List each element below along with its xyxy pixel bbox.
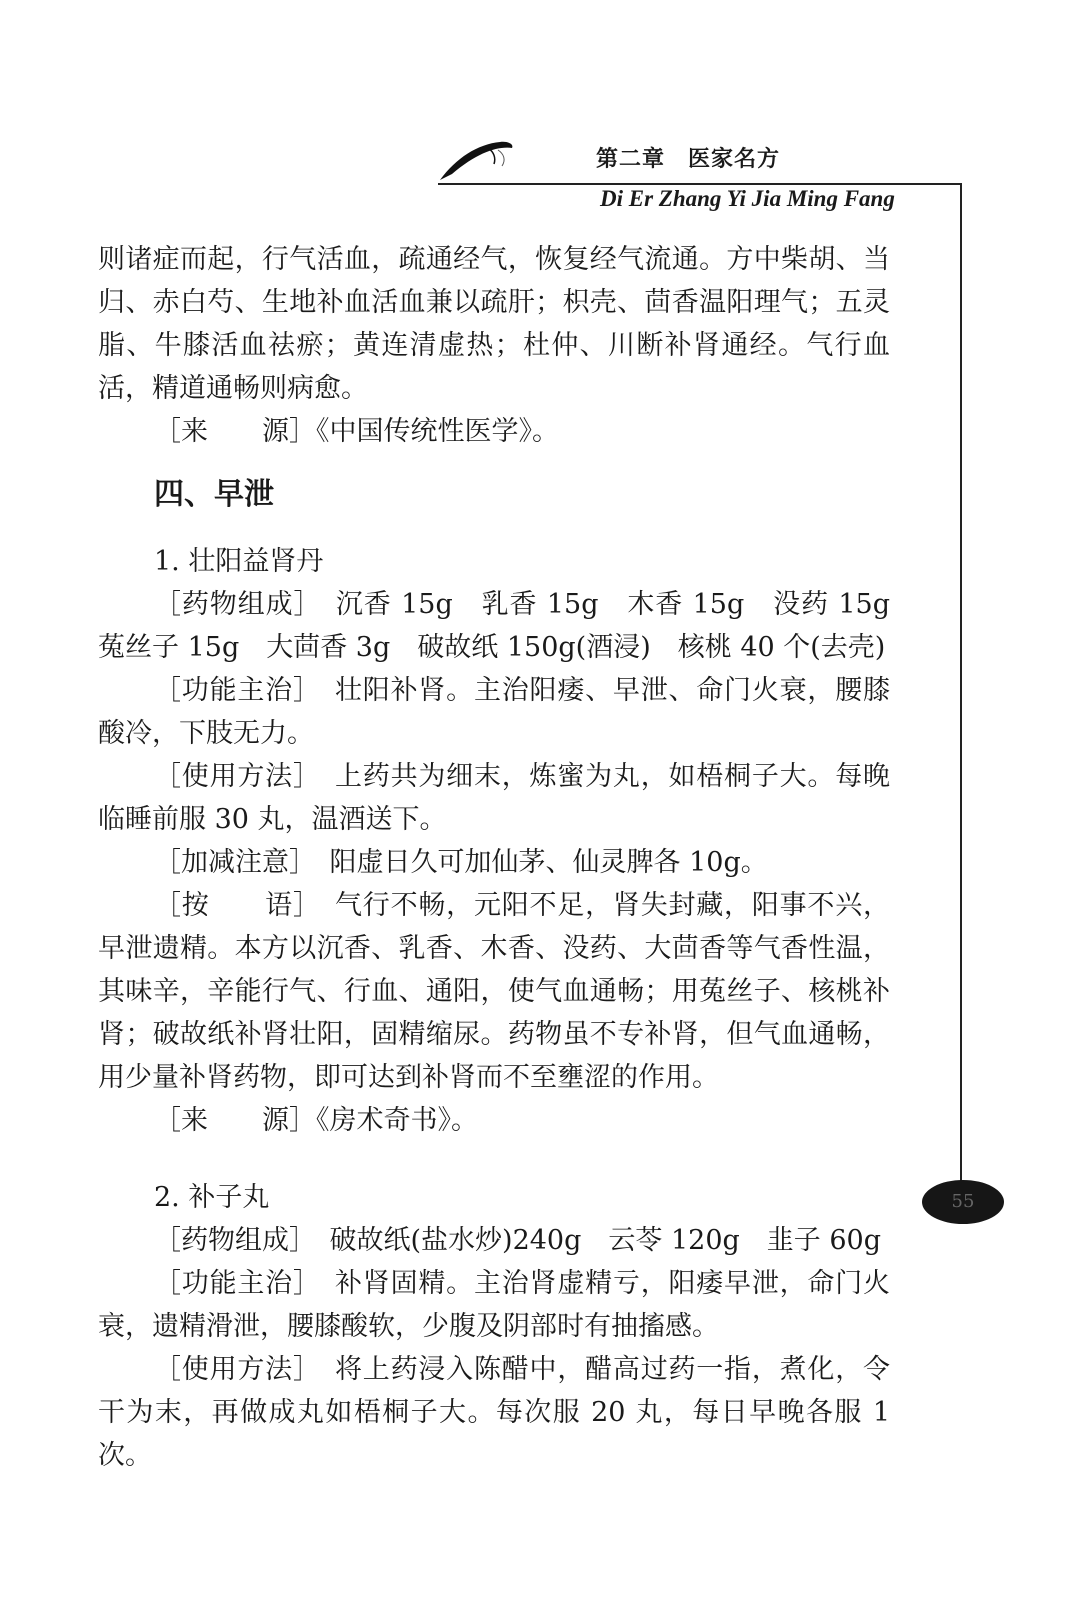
page-body xyxy=(98,238,917,1477)
header-ornament-icon xyxy=(438,138,518,184)
formula-usage: ［使用方法］ 上药共为细末，炼蜜为丸，如梧桐子大。每晚临睡前服 30 丸，温酒送下。 xyxy=(98,761,890,835)
formula-ingredients: ［药物组成］ 沉香 15g 乳香 15g 木香 15g 没药 15g 菟丝子 15g 大茴香 3g 破故纸 150g(酒浸) 核桃 40 个(去壳) xyxy=(98,589,917,663)
formula-indications: ［功能主治］ 补肾固精。主治肾虚精亏，阳痿早泄，命门火衰，遗精滑泄，腰膝酸软，少腹及阴部时有抽搐感。 xyxy=(98,1268,890,1342)
source-line: ［来 源］《中国传统性医学》。 xyxy=(154,416,559,447)
chapter-title: 第二章 医家名方 xyxy=(596,147,781,172)
formula-ingredients: ［药物组成］ 破故纸(盐水炒)240g 云苓 120g 韭子 60g xyxy=(154,1225,882,1256)
formula-title: 1. 壮阳益肾丹 xyxy=(154,546,324,577)
page-number-tab: 55 xyxy=(922,1180,1004,1224)
formula-source: ［来 源］《房术奇书》。 xyxy=(154,1105,478,1136)
section-spacer xyxy=(98,1142,890,1176)
paragraph-continuation: 则诸症而起，行气活血，疏通经气，恢复经气流通。方中柴胡、当归、赤白芍、生地补血活血兼以疏肝；枳壳、茴香温阳理气；五灵脂、牛膝活血祛瘀；黄连清虚热；杜仲、川断补肾通经。气行血活，精道通畅则病愈。 xyxy=(98,244,890,404)
formula-usage: ［使用方法］ 将上药浸入陈醋中，醋高过药一指，煮化，令干为末，再做成丸如梧桐子大。每次服 20 丸，每日早晚各服 1 次。 xyxy=(98,1354,890,1471)
side-rule xyxy=(960,183,962,1186)
formula-title: 2. 补子丸 xyxy=(154,1182,270,1213)
formula-indications: ［功能主治］ 壮阳补肾。主治阳痿、早泄、命门火衰，腰膝酸冷，下肢无力。 xyxy=(98,675,890,749)
header-rule xyxy=(438,183,960,185)
section-heading: 四、早泄 xyxy=(154,477,274,512)
chapter-pinyin: Di Er Zhang Yi Jia Ming Fang xyxy=(600,186,895,211)
formula-modifications: ［加减注意］ 阳虚日久可加仙茅、仙灵脾各 10g。 xyxy=(154,847,768,878)
formula-commentary: ［按 语］ 气行不畅，元阳不足，肾失封藏，阳事不兴，早泄遗精。本方以沉香、乳香、木香、没药、大茴香等气香性温，其味辛，辛能行气、行血、通阳，使气血通畅；用菟丝子、核桃补肾；破故纸补肾壮阳，固精缩尿。药物虽不专补肾，但气血通畅，用少量补肾药物，即可达到补肾而不至壅涩的作用。 xyxy=(98,890,890,1093)
